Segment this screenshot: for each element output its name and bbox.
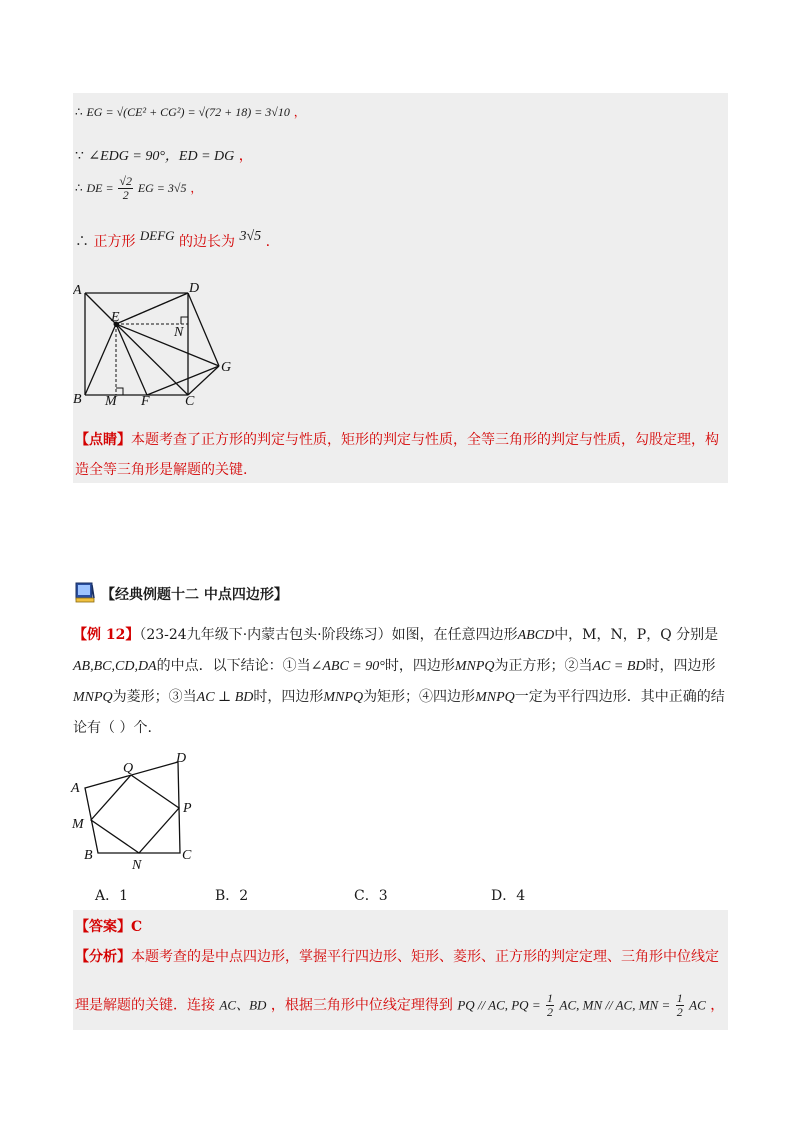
right-angle-n: [181, 317, 188, 324]
example-text-3: 时，四边形: [384, 658, 455, 674]
analysis-text-2: 理是解题的关键．连接: [75, 997, 215, 1014]
analysis-tag: 【分析】: [75, 949, 131, 965]
label-n: N: [174, 325, 184, 340]
label-g: G: [221, 360, 232, 375]
angle-equation: ∠EDG = 90°，ED = DG: [88, 149, 235, 164]
condition-1: ∠ABC = 90°: [310, 659, 385, 674]
side-length-text: 的边长为: [179, 234, 236, 250]
side-length-value: 3√5: [239, 229, 262, 244]
analysis-text-1: 本题考查的是中点四边形，掌握平行四边形、矩形、菱形、正方形的判定定理、三角形中位线定: [131, 949, 719, 965]
analysis-line-1: [75, 946, 719, 966]
analysis-text-3: ，根据三角形中位线定理得到: [270, 997, 453, 1014]
fraction-numerator: 1: [547, 991, 554, 1005]
de-equation-right: EG = 3√5: [137, 181, 187, 195]
comment-paragraph: [75, 425, 725, 485]
example-text-1: 中，M，N，P，Q 分别是: [554, 627, 719, 643]
label-p: P: [183, 801, 192, 816]
answer-options: [95, 885, 695, 905]
fraction-denominator: 2: [547, 1005, 554, 1019]
comment-tag: 【点睛】: [75, 432, 131, 448]
label-q: Q: [123, 761, 134, 776]
label-a: A: [73, 283, 82, 298]
mnpq-1: MNPQ: [454, 659, 495, 674]
square-text: 正方形: [93, 234, 136, 250]
defg-label: DEFG: [139, 228, 175, 243]
answer-line: [75, 916, 142, 936]
example-text-8: 为矩形；④四边形: [363, 689, 476, 705]
example-text-6: 为菱形；③当: [112, 689, 197, 705]
example-text-5: 时，四边形: [645, 658, 716, 674]
segment-cg: [188, 366, 219, 395]
answer-panel: [73, 910, 728, 1030]
label-m: M: [105, 394, 117, 406]
because-symbol: ∵: [75, 148, 84, 164]
label-f: F: [141, 394, 150, 406]
relation-pq: PQ // AC, PQ =: [457, 997, 541, 1013]
analysis-line-2: [75, 992, 724, 1019]
label-b2: B: [84, 848, 93, 863]
example-source: （23-24九年级下·内蒙古包头·阶段练习）如图，在任意四边形: [139, 627, 518, 643]
example-text-4: 为正方形；②当: [494, 658, 593, 674]
solution-line-1: [75, 103, 306, 120]
condition-3: AC ⊥ BD: [196, 690, 254, 705]
answer-tag: 【答案】: [75, 919, 131, 935]
punctuation: ，: [190, 181, 203, 195]
label-a2: A: [71, 781, 80, 796]
label-m2: M: [72, 817, 84, 832]
fraction-numerator: 1: [676, 991, 683, 1005]
label-c2: C: [182, 848, 192, 863]
punctuation: ，: [238, 148, 253, 164]
fraction-denominator: 2: [676, 1005, 683, 1019]
therefore-symbol: ∴: [75, 234, 89, 250]
relation-end: AC: [689, 997, 706, 1013]
label-d2: D: [176, 751, 187, 766]
mnpq-4: MNPQ: [475, 690, 515, 705]
option-a[interactable]: A．1: [95, 888, 129, 904]
fraction-half-1: [546, 992, 554, 1019]
example-text-7: 时，四边形: [253, 689, 324, 705]
fraction-half-2: [676, 992, 684, 1019]
label-b: B: [73, 392, 82, 406]
quadrilateral-mnpq: [91, 775, 179, 853]
punctuation: ，: [710, 997, 725, 1014]
sides-list: AB,BC,CD,DA: [73, 659, 157, 674]
example-text-2: 的中点．以下结论：①当: [156, 658, 311, 674]
fraction-numerator: √2: [119, 174, 132, 188]
option-d[interactable]: D．4: [491, 888, 526, 904]
comment-text: 本题考查了正方形的判定与性质，矩形的判定与性质，全等三角形的判定与性质，勾股定理，构造全等三角形是解题的关键.: [75, 432, 719, 478]
eg-equation: EG = √(CE² + CG²) = √(72 + 18) = 3√10: [86, 105, 290, 119]
de-equation-left: DE =: [86, 181, 114, 195]
mnpq-3: MNPQ: [323, 690, 364, 705]
punctuation: ，: [293, 105, 306, 119]
solution-line-2: [75, 145, 253, 165]
quad-abcd: ABCD: [517, 628, 555, 643]
fraction-denominator: 2: [122, 188, 129, 202]
answer-value: C: [131, 919, 143, 935]
midpoint-quadrilateral-diagram: [68, 748, 208, 873]
example-paragraph: [73, 620, 728, 743]
label-d: D: [189, 281, 200, 296]
example-text-9: 一定为平行四边形．其中正确的结论有（ ）个.: [73, 689, 725, 736]
solution-panel: [73, 93, 728, 483]
label-c: C: [185, 394, 195, 406]
punctuation: .: [265, 234, 271, 250]
segment-eb: [85, 324, 116, 395]
therefore-symbol: ∴: [75, 105, 83, 119]
option-c[interactable]: C．3: [354, 888, 388, 904]
section-title: 【经典例题十二 中点四边形】: [101, 587, 288, 603]
right-angle-m: [116, 388, 123, 395]
book-icon: [73, 580, 97, 604]
solution-line-4: [75, 228, 271, 251]
mnpq-2: MNPQ: [73, 690, 113, 705]
condition-2: AC = BD: [592, 659, 646, 674]
relation-mn: AC, MN // AC, MN =: [559, 997, 671, 1013]
option-b[interactable]: B．2: [215, 888, 249, 904]
square-figure-diagram: [73, 281, 253, 406]
example-tag: 【例 12】: [73, 627, 140, 643]
label-n2: N: [132, 858, 142, 873]
solution-line-3: [75, 175, 202, 202]
label-e: E: [111, 310, 120, 325]
fraction-sqrt2-over-2: [118, 175, 133, 202]
therefore-symbol: ∴: [75, 181, 83, 195]
lines-ac-bd: AC、BD: [219, 997, 267, 1013]
